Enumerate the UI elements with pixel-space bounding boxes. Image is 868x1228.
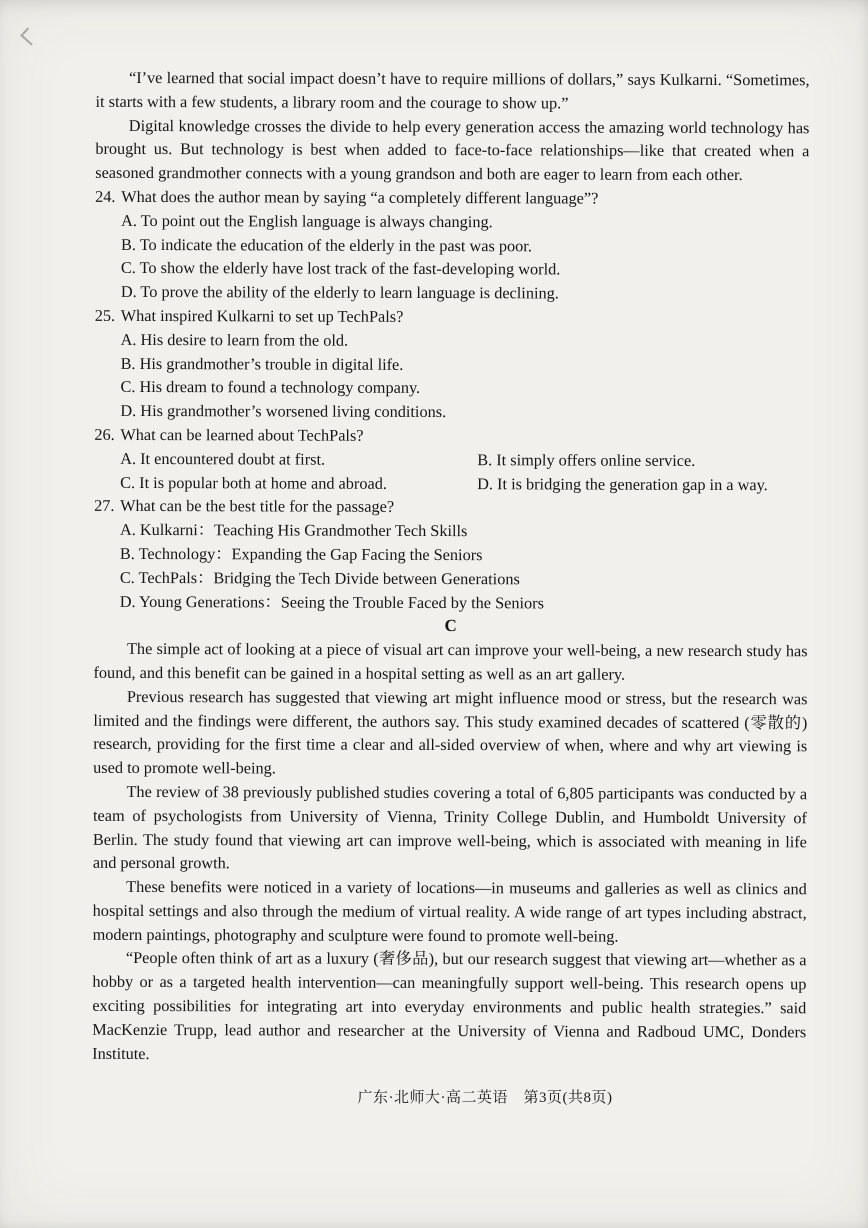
question-27-option-c: C. TechPals：Bridging the Tech Divide between Generations bbox=[119, 567, 520, 589]
question-27-option-a: A. Kulkarni：Teaching His Grandmother Tech Skills bbox=[119, 520, 468, 541]
passage-c-paragraph-1: The simple act of looking at a piece of visual art can improve your well-being, a new research study has found, and this benefit can be gained in a hospital setting as well as an art gallery. bbox=[93, 639, 808, 684]
question-27-text: What can be the best title for the passage? bbox=[120, 496, 395, 517]
passage-c-paragraph-4: These benefits were noticed in a variety of locations—in museums and galleries as well as clinics and hospital settings and also through the medium of virtual reality. A wide range of art types including abstract, modern paintings, photography and sculpture were found to promote well-being. bbox=[92, 877, 807, 946]
question-27-stem bbox=[94, 494, 808, 520]
question-25-options bbox=[94, 328, 808, 426]
question-26-number: 26. bbox=[94, 424, 115, 444]
passage-c-paragraph-3: The review of 38 previously published studies covering a total of 6,805 participants was conducted by a team of psychologists from University of Vienna, Trinity College Dublin, and Humboldt University of Berlin. The study found that viewing art can improve well-being, which is associated with meaning in life and personal growth. bbox=[92, 781, 808, 873]
question-25-number: 25. bbox=[94, 305, 116, 325]
question-25-option-c: C. His dream to found a technology company. bbox=[120, 377, 421, 398]
question-27-option-b: B. Technology：Expanding the Gap Facing the Seniors bbox=[119, 543, 483, 565]
question-26-options bbox=[120, 447, 808, 497]
question-25 bbox=[94, 304, 808, 425]
question-27-option-d: D. Young Generations：Seeing the Trouble Faced by the Seniors bbox=[119, 591, 544, 612]
question-25-text: What inspired Kulkarni to set up TechPals? bbox=[120, 305, 404, 326]
question-24-number: 24. bbox=[95, 186, 116, 206]
question-24-option-d: D. To prove the ability of the elderly to learn language is declining. bbox=[120, 282, 559, 303]
question-27 bbox=[94, 494, 808, 615]
question-24-stem bbox=[95, 185, 809, 211]
section-label-c: C bbox=[444, 616, 457, 636]
question-24-text: What does the author mean by saying “a completely different language”? bbox=[121, 186, 599, 208]
question-27-number: 27. bbox=[94, 496, 115, 516]
question-25-stem bbox=[95, 304, 809, 330]
question-24-options bbox=[95, 209, 809, 307]
question-24-option-a: A. To point out the English language is always changing. bbox=[121, 210, 493, 231]
passage-c-paragraph-5: “People often think of art as a luxury (奢侈品), but our research suggest that viewing art—whether as a hobby or as a targeted health intervention—can meaningfully support well-being. This research opens up exciting possibilities for integrating art into everyday environments and public health strategies.” said MacKenzie Trupp, lead author and researcher at the University of Vienna and Radboud UMC, Donders Institute. bbox=[92, 948, 807, 1063]
question-26-option-c: C. It is popular both at home and abroad. bbox=[120, 472, 387, 493]
question-27-options bbox=[94, 518, 808, 616]
question-26-option-b: B. It simply offers online service. bbox=[477, 449, 696, 470]
page-footer: 广东·北师大·高二英语 第3页(共8页) bbox=[357, 1090, 613, 1106]
question-25-option-b: B. His grandmother’s trouble in digital life. bbox=[120, 353, 404, 374]
question-26-text: What can be learned about TechPals? bbox=[120, 424, 364, 445]
question-24-option-b: B. To indicate the education of the elderly in the past was poor. bbox=[120, 234, 532, 255]
passage-c-paragraph-2: Previous research has suggested that viewing art might influence mood or stress, but the research was limited and the findings were different, the authors say. This study examined decades of scattered (零散的) research, providing for the first time a clear and all-sided overview of when, where and why art viewing is used to promote well-being. bbox=[93, 686, 808, 778]
intro-paragraph-2: Digital knowledge crosses the divide to help every generation access the amazing world technology has brought us. But technology is best when added to face-to-face relationships—like that created when a seasoned grandmother connects with a young grandson and both are eager to learn from each other. bbox=[95, 115, 810, 185]
intro-paragraph-1: “I’ve learned that social impact doesn’t have to require millions of dollars,” says Kulkarni. “Sometimes, it starts with a few students, a library room and the courage to show up.” bbox=[95, 67, 810, 113]
question-25-option-a: A. His desire to learn from the old. bbox=[120, 329, 349, 350]
question-26-option-a: A. It encountered doubt at first. bbox=[120, 448, 326, 469]
question-24 bbox=[95, 185, 809, 306]
question-26 bbox=[94, 423, 808, 497]
question-26-option-d: D. It is bridging the generation gap in a way. bbox=[477, 473, 768, 494]
question-25-option-d: D. His grandmother’s worsened living conditions. bbox=[120, 401, 447, 422]
question-24-option-c: C. To show the elderly have lost track of the fast-developing world. bbox=[120, 258, 561, 279]
question-26-stem bbox=[94, 423, 808, 449]
